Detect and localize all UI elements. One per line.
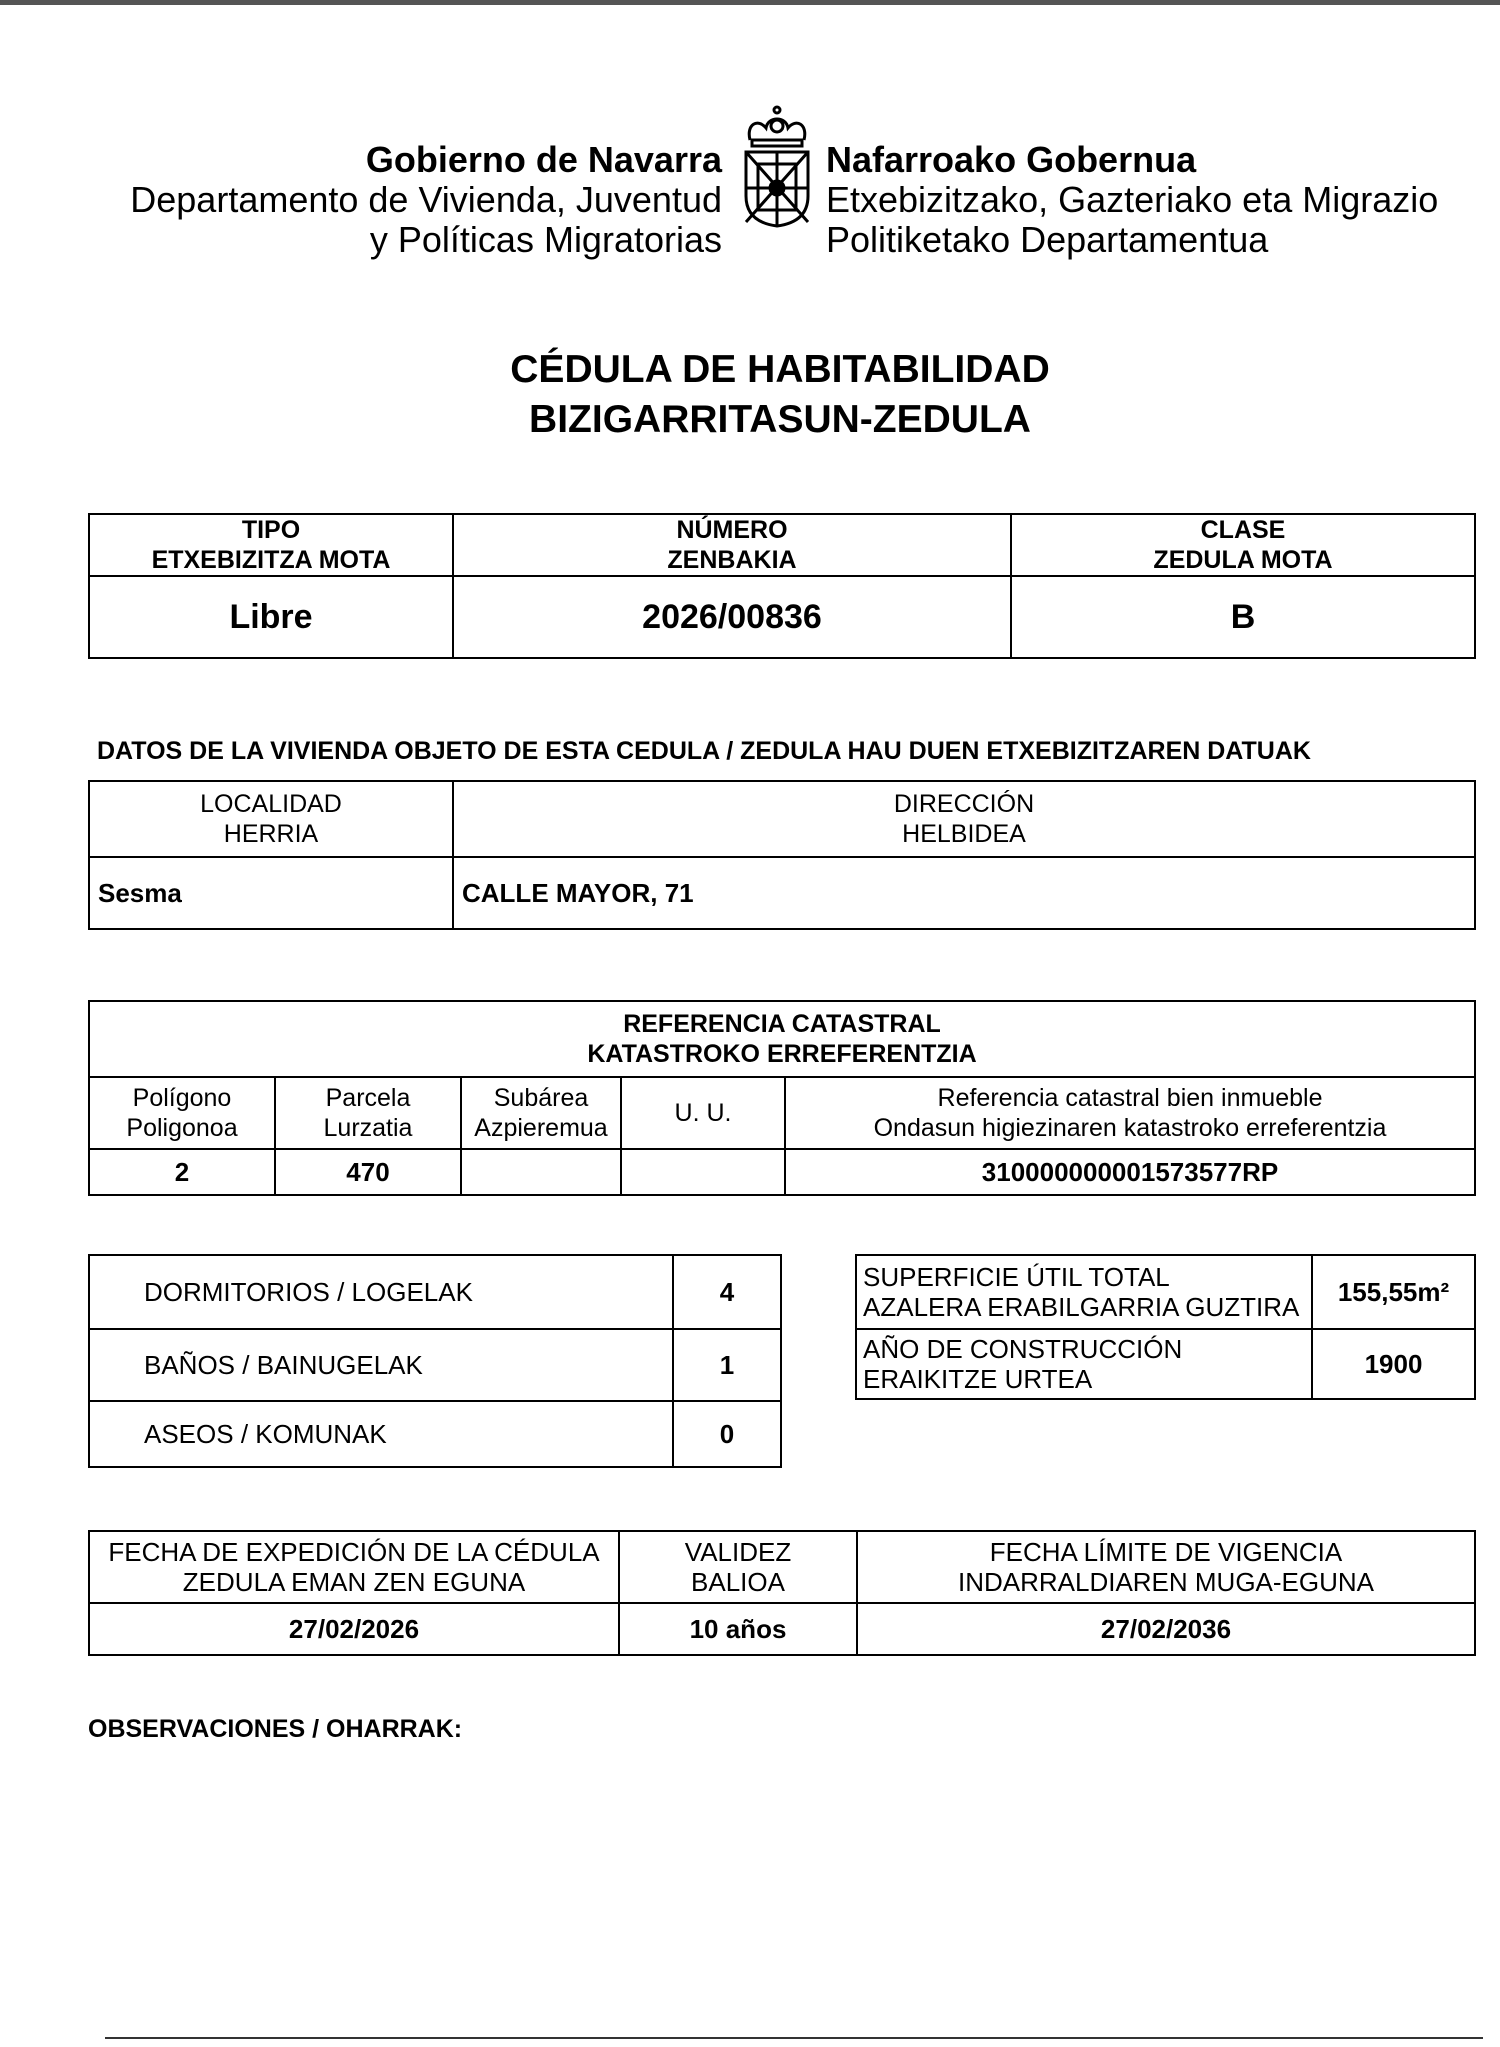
direccion-value: CALLE MAYOR, 71 <box>453 857 1475 929</box>
expedicion-header <box>89 1531 619 1603</box>
direccion-label-es: DIRECCIÓN <box>893 790 1035 818</box>
header-dept-es-line2: y Políticas Migratorias <box>369 219 722 260</box>
anio-header <box>856 1329 1312 1399</box>
bottom-rule <box>105 2037 1483 2039</box>
numero-label-es: NÚMERO <box>676 516 788 544</box>
subarea-label-es: Subárea <box>493 1084 589 1112</box>
uu-value <box>621 1149 785 1195</box>
catastro-title-es: REFERENCIA CATASTRAL <box>623 1010 941 1038</box>
expedicion-value: 27/02/2026 <box>89 1603 619 1655</box>
vivienda-section-title: DATOS DE LA VIVIENDA OBJETO DE ESTA CEDULA / ZEDULA HAU DUEN ETXEBIZITZAREN DATUAK <box>97 737 1311 765</box>
limite-label-es: FECHA LÍMITE DE VIGENCIA <box>989 1537 1343 1567</box>
ref-header <box>785 1077 1475 1149</box>
limite-label-eu: INDARRALDIAREN MUGA-EGUNA <box>957 1567 1375 1597</box>
header-dept-es-line1: Departamento de Vivienda, Juventud <box>130 179 722 220</box>
clase-label-es: CLASE <box>1200 516 1286 544</box>
expedicion-label-eu: ZEDULA EMAN ZEN EGUNA <box>182 1567 526 1597</box>
tipo-label-es: TIPO <box>241 516 301 544</box>
clase-header <box>1011 514 1475 576</box>
header-dept-eu-line1: Etxebizitzako, Gazteriako eta Migrazio <box>826 179 1439 220</box>
numero-value: 2026/00836 <box>453 576 1011 658</box>
numero-label-eu: ZENBAKIA <box>667 546 797 574</box>
poligono-label-eu: Poligonoa <box>126 1114 238 1142</box>
limite-value: 27/02/2036 <box>857 1603 1475 1655</box>
direccion-header <box>453 781 1475 857</box>
uu-header: U. U. <box>621 1077 785 1149</box>
poligono-header <box>89 1077 275 1149</box>
subarea-value <box>461 1149 621 1195</box>
aseos-label: ASEOS / KOMUNAK <box>89 1401 673 1467</box>
anio-label-eu: ERAIKITZE URTEA <box>863 1364 1093 1394</box>
poligono-label-es: Polígono <box>132 1084 232 1112</box>
subarea-header <box>461 1077 621 1149</box>
poligono-value: 2 <box>89 1149 275 1195</box>
top-border-line <box>0 0 1500 5</box>
summary-table <box>88 513 1476 659</box>
tipo-header <box>89 514 453 576</box>
header-org-eu: Nafarroako Gobernua <box>826 139 1197 180</box>
banos-label: BAÑOS / BAINUGELAK <box>89 1329 673 1401</box>
subarea-label-eu: Azpieremua <box>474 1114 608 1142</box>
parcela-header <box>275 1077 461 1149</box>
localidad-value: Sesma <box>89 857 453 929</box>
superficie-value: 155,55m² <box>1312 1255 1475 1329</box>
validez-value: 10 años <box>619 1603 857 1655</box>
document-title-eu: BIZIGARRITASUN-ZEDULA <box>529 398 1031 441</box>
catastro-title <box>89 1001 1475 1077</box>
catastro-title-eu: KATASTROKO ERREFERENTZIA <box>587 1040 977 1068</box>
anio-label-es: AÑO DE CONSTRUCCIÓN <box>863 1334 1183 1364</box>
superficie-label-es: SUPERFICIE ÚTIL TOTAL <box>863 1262 1170 1292</box>
validez-label-es: VALIDEZ <box>684 1537 792 1567</box>
header-org-es: Gobierno de Navarra <box>365 139 722 180</box>
ref-label-eu: Ondasun higiezinaren katastroko erreferentzia <box>873 1114 1387 1142</box>
vivienda-table <box>88 780 1476 930</box>
tipo-value: Libre <box>89 576 453 658</box>
building-table <box>855 1254 1476 1400</box>
parcela-value: 470 <box>275 1149 461 1195</box>
localidad-label-eu: HERRIA <box>223 820 319 848</box>
document-title-es: CÉDULA DE HABITABILIDAD <box>510 348 1050 391</box>
superficie-header <box>856 1255 1312 1329</box>
catastro-table <box>88 1000 1476 1196</box>
localidad-label-es: LOCALIDAD <box>200 790 342 818</box>
dates-table <box>88 1530 1476 1656</box>
localidad-header <box>89 781 453 857</box>
clase-value: B <box>1011 576 1475 658</box>
ref-value: 310000000001573577RP <box>785 1149 1475 1195</box>
superficie-label-eu: AZALERA ERABILGARRIA GUZTIRA <box>863 1292 1300 1322</box>
header-dept-eu-line2: Politiketako Departamentua <box>826 219 1269 260</box>
dormitorios-value: 4 <box>673 1255 781 1329</box>
header-left-block <box>130 140 722 260</box>
expedicion-label-es: FECHA DE EXPEDICIÓN DE LA CÉDULA <box>108 1537 600 1567</box>
validez-header <box>619 1531 857 1603</box>
parcela-label-es: Parcela <box>325 1084 411 1112</box>
observaciones-label: OBSERVACIONES / OHARRAK: <box>88 1715 463 1743</box>
navarra-coat-of-arms-icon <box>736 104 818 229</box>
dormitorios-label: DORMITORIOS / LOGELAK <box>89 1255 673 1329</box>
clase-label-eu: ZEDULA MOTA <box>1153 546 1333 574</box>
limite-header <box>857 1531 1475 1603</box>
direccion-label-eu: HELBIDEA <box>902 820 1026 848</box>
header-right-block <box>826 140 1438 260</box>
aseos-value: 0 <box>673 1401 781 1467</box>
banos-value: 1 <box>673 1329 781 1401</box>
anio-value: 1900 <box>1312 1329 1475 1399</box>
tipo-label-eu: ETXEBIZITZA MOTA <box>151 546 391 574</box>
rooms-table <box>88 1254 782 1468</box>
numero-header <box>453 514 1011 576</box>
validez-label-eu: BALIOA <box>691 1567 785 1597</box>
ref-label-es: Referencia catastral bien inmueble <box>937 1084 1323 1112</box>
parcela-label-eu: Lurzatia <box>323 1114 413 1142</box>
